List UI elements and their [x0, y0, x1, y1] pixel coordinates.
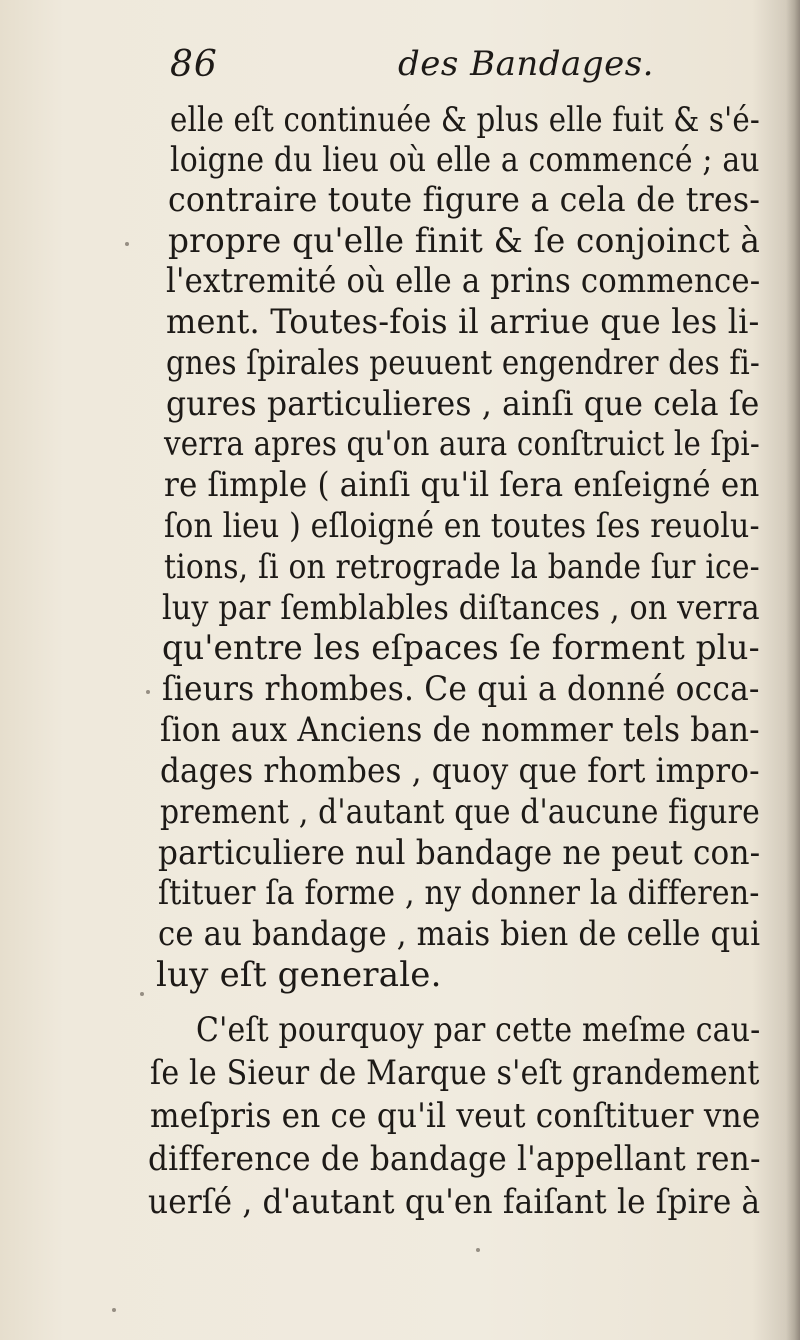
text-line: re ſimple ( ainſi qu'il ſera enſeigné en [164, 465, 760, 505]
text-line: elle eſt continuée & plus elle fuit & s'é- [170, 100, 760, 140]
page-header [0, 44, 800, 94]
text-line: ſe le Sieur de Marque s'eſt grandement [150, 1053, 760, 1093]
text-line: verra apres qu'on aura conſtruict le ſpi- [164, 424, 760, 464]
text-line: meſpris en ce qu'il veut conſtituer vne [150, 1096, 761, 1136]
text-line: contraire toute figure a cela de tres- [168, 180, 761, 220]
text-line: ce au bandage , mais bien de celle qui [158, 914, 761, 954]
text-line: tions, ſi on retrograde la bande ſur ice- [164, 547, 760, 587]
text-line: ſion aux Anciens de nommer tels ban- [160, 710, 760, 750]
text-line: dages rhombes , quoy que fort impro- [160, 751, 760, 791]
text-line: ment. Toutes-fois il arriue que les li- [166, 302, 760, 342]
page-gutter-shadow [786, 0, 800, 1340]
ink-speck [140, 992, 144, 996]
text-line: l'extremité où elle a prins commence- [166, 261, 761, 301]
text-line: uerſé , d'autant qu'en faiſant le ſpire à [148, 1182, 761, 1222]
text-line: propre qu'elle finit & ſe conjoinct à [168, 221, 761, 261]
ink-speck [112, 1308, 116, 1312]
text-line: ſon lieu ) eſloigné en toutes ſes reuolu- [164, 506, 760, 546]
text-line: gnes ſpirales peuuent engendrer des fi- [166, 343, 761, 383]
text-line: ſieurs rhombes. Ce qui a donné occa- [162, 669, 760, 709]
text-line: C'eſt pourquoy par cette meſme cau- [196, 1010, 761, 1050]
text-line: difference de bandage l'appellant ren- [148, 1139, 761, 1179]
ink-speck [146, 690, 150, 694]
text-line: qu'entre les eſpaces ſe forment plu- [162, 628, 760, 668]
ink-speck [476, 1248, 480, 1252]
text-line: loigne du lieu où elle a commencé ; au [170, 140, 760, 180]
page-number: 86 [170, 44, 218, 85]
ink-speck [125, 242, 129, 246]
text-line: gures particulieres , ainſi que cela ſe [166, 384, 760, 424]
running-title: des Bandages. [398, 44, 654, 84]
text-line: ſtituer ſa forme , ny donner la differen- [158, 873, 760, 913]
text-line: particuliere nul bandage ne peut con- [158, 833, 761, 873]
text-line: prement , d'autant que d'aucune figure [160, 792, 760, 832]
text-line: luy par ſemblables diſtances , on verra [162, 588, 760, 628]
text-line: luy eſt generale. [156, 955, 442, 995]
